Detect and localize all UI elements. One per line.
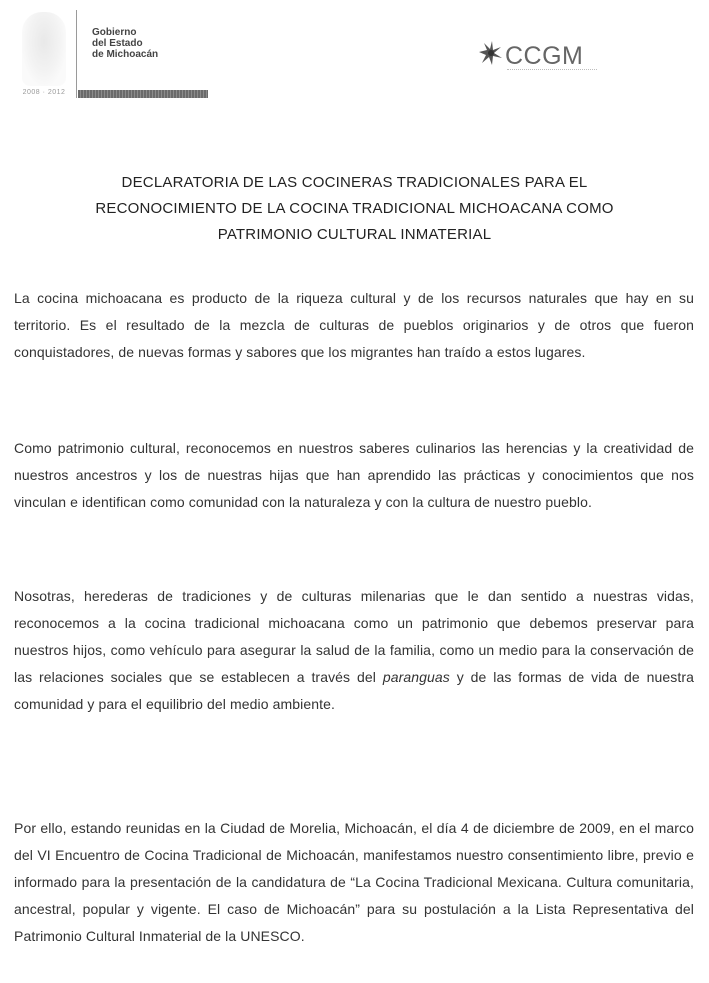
title-line-1: DECLARATORIA DE LAS COCINERAS TRADICIONALES PARA EL [121, 174, 588, 191]
paranguas-term: paranguas [382, 669, 450, 685]
paragraph-2: Como patrimonio cultural, reconocemos en nuestros saberes culinarios las herencias y la creatividad de nuestros ancestros y los de nuestras hijas que han aprendido las prácticas y conocimientos que nos vinculan e identifican como comunidad con la naturaleza y con la cultura de nuestro pueblo. [14, 440, 694, 510]
paragraph-3-start: Nosotras, herederas de tradiciones y de culturas milenarias que le dan sentido a nuestras vidas, reconocemos a la cocina tradicional michoacana como un patrimonio que debemos preservar para nuestros hijos, como vehículo para asegurar la salud de la familia, como un medio para la conservación de las relaciones sociales que se establecen a través del [14, 588, 694, 685]
title-line-3: PATRIMONIO CULTURAL INMATERIAL [217, 226, 492, 243]
government-name [92, 27, 158, 60]
government-line-2: del Estado [92, 38, 143, 49]
paragraph-3 [14, 583, 694, 718]
document-header [0, 0, 709, 110]
paragraph-3-end: y de las formas de vida de nuestra comunidad y para el equilibrio del medio ambiente. [14, 669, 694, 712]
ccgm-logo [475, 36, 605, 76]
title-line-2: RECONOCIMIENTO DE LA COCINA TRADICIONAL MICHOACANA COMO [95, 200, 614, 217]
ccgm-logo-icon [475, 38, 505, 68]
government-line-1: Gobierno [92, 27, 137, 38]
document-title [20, 170, 689, 248]
logo-underline [507, 69, 597, 71]
government-line-3: de Michoacán [92, 49, 159, 60]
state-seal-icon [22, 12, 66, 86]
seal-years: 2008 · 2012 [22, 89, 66, 96]
paragraph-1: La cocina michoacana es producto de la riqueza cultural y de los recursos naturales que hay en su territorio. Es el resultado de la mezcla de culturas de pueblos originarios y de otros que fueron conquistadores, de nuevas formas y sabores que los migrantes han traído a estos lugares. [14, 290, 694, 360]
header-divider [76, 10, 77, 98]
government-bar [78, 90, 208, 98]
ccgm-logo-text: CCGM [505, 42, 584, 70]
paragraph-4: Por ello, estando reunidas en la Ciudad de Morelia, Michoacán, el día 4 de diciembre de 2009, en el marco del VI Encuentro de Cocina Tradicional de Michoacán, manifestamos nuestro consentimiento libre, previo e informado para la presentación de la candidatura de “La Cocina Tradicional Mexicana. Cultura comunitaria, ancestral, popular y vigente. El caso de Michoacán” para su postulación a la Lista Representativa del Patrimonio Cultural Inmaterial de la UNESCO. [14, 820, 694, 944]
